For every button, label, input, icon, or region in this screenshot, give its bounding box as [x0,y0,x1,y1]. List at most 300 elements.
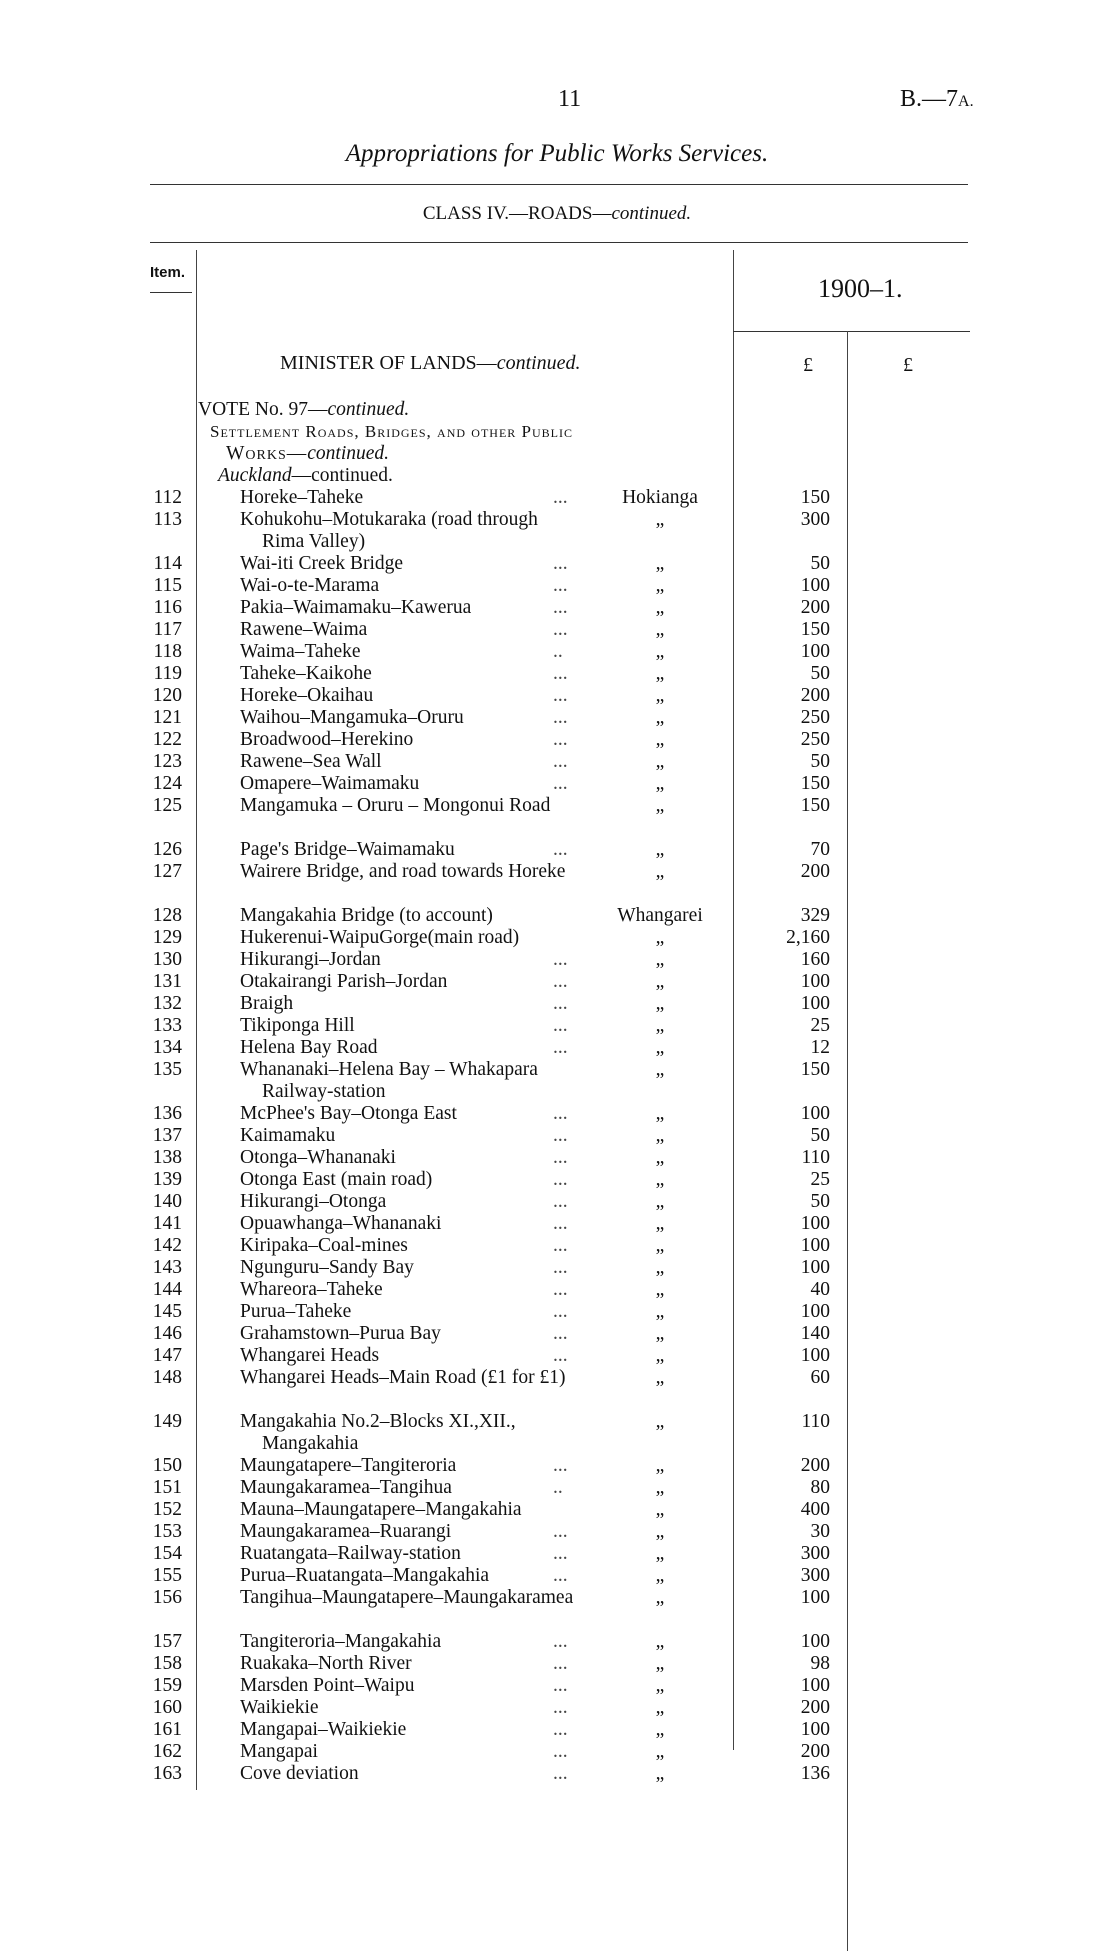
district-name: „ [655,1191,665,1212]
item-name: Whareora–Taheke [240,1279,383,1300]
district-name: „ [655,1037,665,1058]
amount-value: 100 [800,641,830,662]
table-row [0,1455,1114,1477]
district-name: „ [655,1301,665,1322]
amount-value: 100 [800,1301,830,1322]
item-number: 156 [152,1587,182,1608]
leader-dots: ... [553,1103,568,1124]
item-number: 114 [153,553,182,574]
item-number: 120 [152,685,182,706]
leader-dots: ... [553,1543,568,1564]
amount-value: 150 [800,619,830,640]
leader-dots: ... [553,1653,568,1674]
item-header-underline [150,292,192,293]
district-name: „ [655,1125,665,1146]
district-name: „ [655,1719,665,1740]
district-name: „ [655,1169,665,1190]
district-name: „ [655,1763,665,1784]
vote-heading-italic: continued. [327,399,410,420]
currency-symbol-amount: £ [803,354,813,376]
item-number: 124 [152,773,182,794]
amount-value: 50 [810,1125,830,1146]
item-number: 113 [153,509,182,530]
item-column-header: Item. [150,264,186,281]
item-number: 112 [153,487,182,508]
leader-dots: ... [553,1455,568,1476]
item-name: Opuawhanga–Whananaki [240,1213,442,1234]
amount-value: 200 [800,1697,830,1718]
district-name: „ [655,839,665,860]
amount-value: 200 [800,1741,830,1762]
amount-value: 50 [810,553,830,574]
table-row [0,861,1114,883]
item-number: 153 [152,1521,182,1542]
class-heading [0,203,1114,225]
page-title: Appropriations for Public Works Services. [345,140,769,167]
leader-dots: .. [553,1477,563,1498]
table-row [0,1279,1114,1301]
district-name: „ [655,1323,665,1344]
amount-value: 100 [800,1631,830,1652]
table-row [0,663,1114,685]
amount-value: 100 [800,1345,830,1366]
item-name: Horeke–Taheke [240,487,364,508]
district-name: „ [655,773,665,794]
amount-value: 100 [800,1257,830,1278]
item-name: Mangapai [240,1741,318,1762]
leader-dots: ... [553,773,568,794]
leader-dots: ... [553,685,568,706]
leader-dots: ... [553,487,568,508]
leader-dots: ... [553,1565,568,1586]
district-name: „ [655,1587,665,1608]
district-name: „ [655,971,665,992]
leader-dots: ... [553,1037,568,1058]
item-name: Kiripaka–Coal-mines [240,1235,408,1256]
table-row [0,1059,1114,1102]
document-reference-suffix: A. [958,93,974,110]
item-name: Braigh [240,993,294,1014]
section-heading-line2-text: Works— [226,443,308,464]
amount-value: 400 [800,1499,830,1520]
item-number: 126 [152,839,182,860]
section-heading-line2-italic: continued. [307,443,390,464]
table-row [0,1631,1114,1653]
amount-value: 300 [800,1543,830,1564]
amount-value: 100 [800,1103,830,1124]
district-name: „ [655,1213,665,1234]
amount-value: 30 [810,1521,830,1542]
amount-value: 150 [800,1059,830,1080]
amount-value: 250 [800,707,830,728]
amount-value: 150 [800,795,830,816]
item-number: 115 [153,575,182,596]
district-name: „ [655,619,665,640]
item-name: Wai-iti Creek Bridge [240,553,404,574]
amount-value: 110 [801,1147,830,1168]
amount-value: 98 [810,1653,830,1674]
amount-value: 100 [800,1213,830,1234]
table-row [0,949,1114,971]
district-name: „ [655,795,665,816]
leader-dots: ... [553,1213,568,1234]
leader-dots: ... [553,575,568,596]
leader-dots: ... [553,1675,568,1696]
document-reference-main: B.—7 [900,86,959,112]
item-name: Mangakahia No.2–Blocks XI.,XII., Mangakahia [240,1411,516,1454]
amount-value: 140 [800,1323,830,1344]
table-row [0,729,1114,751]
leader-dots: ... [553,1169,568,1190]
item-name: Wai-o-te-Marama [240,575,380,596]
leader-dots: ... [553,971,568,992]
item-number: 155 [152,1565,182,1586]
amount-value: 160 [800,949,830,970]
leader-dots: ... [553,619,568,640]
item-number: 122 [152,729,182,750]
leader-dots: ... [553,553,568,574]
currency-symbol-total: £ [903,354,913,376]
item-number: 130 [152,949,182,970]
vote-heading-text: VOTE No. 97— [198,399,328,420]
table-row [0,553,1114,575]
district-name: „ [655,641,665,662]
table-row [0,1367,1114,1389]
table-row [0,1653,1114,1675]
item-number: 150 [152,1455,182,1476]
table-row [0,971,1114,993]
item-number: 119 [153,663,182,684]
amount-value: 100 [800,971,830,992]
amount-value: 25 [810,1015,830,1036]
item-number: 146 [152,1323,182,1344]
table-row [0,1191,1114,1213]
item-number: 151 [152,1477,182,1498]
district-heading [218,465,393,487]
item-number: 117 [153,619,182,640]
district-name: „ [655,1741,665,1762]
header-rule-bottom [150,242,968,243]
district-name: „ [655,597,665,618]
table-row [0,1037,1114,1059]
table-row [0,641,1114,663]
item-number: 163 [152,1763,182,1784]
item-name: Maungakaramea–Tangihua [240,1477,452,1498]
table-row [0,1125,1114,1147]
item-number: 162 [152,1741,182,1762]
district-name: „ [655,993,665,1014]
item-number: 127 [152,861,182,882]
item-name: Ngunguru–Sandy Bay [240,1257,414,1278]
leader-dots: ... [553,707,568,728]
item-name: Page's Bridge–Waimamaku [240,839,455,860]
table-row [0,1213,1114,1235]
table-row [0,1323,1114,1345]
document-reference [900,86,974,113]
district-name: „ [655,949,665,970]
item-name: Mangakahia Bridge (to account) [240,905,493,926]
item-name: Horeke–Okaihau [240,685,374,706]
item-number: 154 [152,1543,182,1564]
item-number: 137 [152,1125,182,1146]
table-row [0,597,1114,619]
minister-heading-text: MINISTER OF LANDS— [280,352,497,374]
item-number: 158 [152,1653,182,1674]
section-heading-line1: Settlement Roads, Bridges, and other Public [210,422,573,441]
district-name: „ [655,1059,665,1080]
amount-value: 150 [800,487,830,508]
amount-value: 250 [800,729,830,750]
item-name: Purua–Ruatangata–Mangakahia [240,1565,490,1586]
item-name: Marsden Point–Waipu [240,1675,415,1696]
leader-dots: ... [553,1345,568,1366]
table-row [0,685,1114,707]
table-row [0,1147,1114,1169]
amount-value: 80 [810,1477,830,1498]
district-name: „ [655,1477,665,1498]
district-name: „ [655,751,665,772]
district-name: „ [655,1411,665,1432]
header-rule-top [150,184,968,185]
leader-dots: ... [553,1191,568,1212]
district-name: „ [655,575,665,596]
leader-dots: .. [553,641,563,662]
item-name: Waima–Taheke [240,641,361,662]
amount-value: 300 [800,509,830,530]
district-name: „ [655,861,665,882]
table-row [0,751,1114,773]
item-name: Hikurangi–Otonga [240,1191,387,1212]
item-name: Wairere Bridge, and road towards Horeke [240,861,566,882]
item-name: Whangarei Heads–Main Road (£1 for £1) [240,1367,566,1388]
item-number: 143 [152,1257,182,1278]
district-name: „ [655,1697,665,1718]
item-number: 144 [152,1279,182,1300]
district-name: „ [655,509,665,530]
district-name: „ [655,927,665,948]
leader-dots: ... [553,1697,568,1718]
item-name: Hikurangi–Jordan [240,949,381,970]
item-name: Otonga–Whananaki [240,1147,396,1168]
district-name: „ [655,1257,665,1278]
item-name: Ruatangata–Railway-station [240,1543,461,1564]
item-name: Omapere–Waimamaku [240,773,420,794]
item-number: 134 [152,1037,182,1058]
item-number: 142 [152,1235,182,1256]
item-name: Rawene–Waima [240,619,368,640]
district-name: „ [655,707,665,728]
item-number: 135 [152,1059,182,1080]
amount-value: 300 [800,1565,830,1586]
item-name: Tikiponga Hill [240,1015,355,1036]
leader-dots: ... [553,1125,568,1146]
item-name: Tangiteroria–Mangakahia [240,1631,442,1652]
item-number: 125 [152,795,182,816]
district-name: „ [655,1103,665,1124]
leader-dots: ... [553,1257,568,1278]
table-row [0,1521,1114,1543]
district-name: „ [655,1015,665,1036]
item-name: Otakairangi Parish–Jordan [240,971,448,992]
amount-value: 40 [810,1279,830,1300]
year-column-header: 1900–1. [818,274,903,303]
amount-value: 100 [800,1587,830,1608]
class-heading-italic: continued. [611,203,692,224]
table-row [0,993,1114,1015]
table-row [0,905,1114,927]
district-name: „ [655,1499,665,1520]
amount-value: 200 [800,685,830,706]
item-number: 141 [152,1213,182,1234]
item-name: Maungatapere–Tangiteroria [240,1455,457,1476]
item-name: Taheke–Kaikohe [240,663,372,684]
table-row [0,1169,1114,1191]
item-number: 128 [152,905,182,926]
district-name: „ [655,1279,665,1300]
district-name: „ [655,553,665,574]
year-header-underline [733,331,970,332]
amount-value: 100 [800,1675,830,1696]
item-number: 161 [152,1719,182,1740]
table-row [0,795,1114,817]
leader-dots: ... [553,839,568,860]
item-name: Mangamuka – Oruru – Mongonui Road [240,795,551,816]
table-row [0,487,1114,509]
item-number: 147 [152,1345,182,1366]
leader-dots: ... [553,751,568,772]
amount-value: 200 [800,861,830,882]
item-number: 157 [152,1631,182,1652]
leader-dots: ... [553,949,568,970]
amount-value: 50 [810,751,830,772]
amount-value: 100 [800,993,830,1014]
item-number: 138 [152,1147,182,1168]
leader-dots: ... [553,993,568,1014]
table-row [0,509,1114,552]
leader-dots: ... [553,663,568,684]
item-name: Cove deviation [240,1763,359,1784]
item-number: 129 [152,927,182,948]
leader-dots: ... [553,1301,568,1322]
leader-dots: ... [553,1015,568,1036]
item-number: 152 [152,1499,182,1520]
table-row [0,1675,1114,1697]
district-heading-name: Auckland [218,465,292,486]
district-name: „ [655,685,665,706]
item-name: Hukerenui-WaipuGorge(main road) [240,927,520,948]
leader-dots: ... [553,597,568,618]
item-name: Tangihua–Maungatapere–Maungakaramea [240,1587,574,1608]
district-name: „ [655,663,665,684]
item-name: McPhee's Bay–Otonga East [240,1103,457,1124]
item-number: 133 [152,1015,182,1036]
amount-value: 150 [800,773,830,794]
amount-value: 329 [800,905,830,926]
table-row [0,1587,1114,1609]
item-name: Waikiekie [240,1697,319,1718]
item-name: Otonga East (main road) [240,1169,433,1190]
item-name: Whananaki–Helena Bay – Whakapara Railway-station [240,1059,538,1102]
minister-heading [280,352,581,375]
item-name: Helena Bay Road [240,1037,378,1058]
amount-value: 50 [810,1191,830,1212]
table-row [0,1235,1114,1257]
table-row [0,1345,1114,1367]
leader-dots: ... [553,1235,568,1256]
leader-dots: ... [553,1631,568,1652]
table-row [0,839,1114,861]
item-name: Purua–Taheke [240,1301,352,1322]
table-row [0,707,1114,729]
table-row [0,1719,1114,1741]
amount-value: 100 [800,575,830,596]
amount-value: 50 [810,663,830,684]
amount-value: 200 [800,1455,830,1476]
item-number: 123 [152,751,182,772]
district-name: „ [655,1675,665,1696]
leader-dots: ... [553,1741,568,1762]
district-name: Hokianga [622,487,698,508]
item-number: 121 [152,707,182,728]
district-name: „ [655,729,665,750]
item-name: Kohukohu–Motukaraka (road through Rima Valley) [240,509,538,552]
table-row [0,1477,1114,1499]
table-row [0,1697,1114,1719]
amount-value: 25 [810,1169,830,1190]
district-name: „ [655,1631,665,1652]
district-name: „ [655,1367,665,1388]
district-name: „ [655,1543,665,1564]
item-name: Rawene–Sea Wall [240,751,382,772]
item-name: Broadwood–Herekino [240,729,414,750]
table-row [0,619,1114,641]
minister-heading-italic: continued. [496,352,581,374]
district-heading-suffix: —continued. [291,465,393,486]
leader-dots: ... [553,1763,568,1784]
table-row [0,1411,1114,1454]
table-row [0,1741,1114,1763]
leader-dots: ... [553,1323,568,1344]
district-name: „ [655,1345,665,1366]
leader-dots: ... [553,1521,568,1542]
item-number: 140 [152,1191,182,1212]
amount-value: 100 [800,1719,830,1740]
amount-value: 136 [800,1763,830,1784]
amount-value: 100 [800,1235,830,1256]
item-name: Pakia–Waimamaku–Kawerua [240,597,472,618]
district-name: Whangarei [617,905,703,926]
item-name: Kaimamaku [240,1125,336,1146]
table-row [0,1499,1114,1521]
item-number: 136 [152,1103,182,1124]
district-name: „ [655,1521,665,1542]
table-row [0,927,1114,949]
amount-value: 12 [810,1037,830,1058]
item-number: 148 [152,1367,182,1388]
item-number: 139 [152,1169,182,1190]
district-name: „ [655,1455,665,1476]
district-name: „ [655,1147,665,1168]
item-number: 131 [152,971,182,992]
item-name: Whangarei Heads [240,1345,380,1366]
item-number: 159 [152,1675,182,1696]
item-number: 116 [153,597,182,618]
item-number: 118 [153,641,182,662]
item-number: 149 [152,1411,182,1432]
item-number: 145 [152,1301,182,1322]
table-row [0,1301,1114,1323]
item-number: 132 [152,993,182,1014]
